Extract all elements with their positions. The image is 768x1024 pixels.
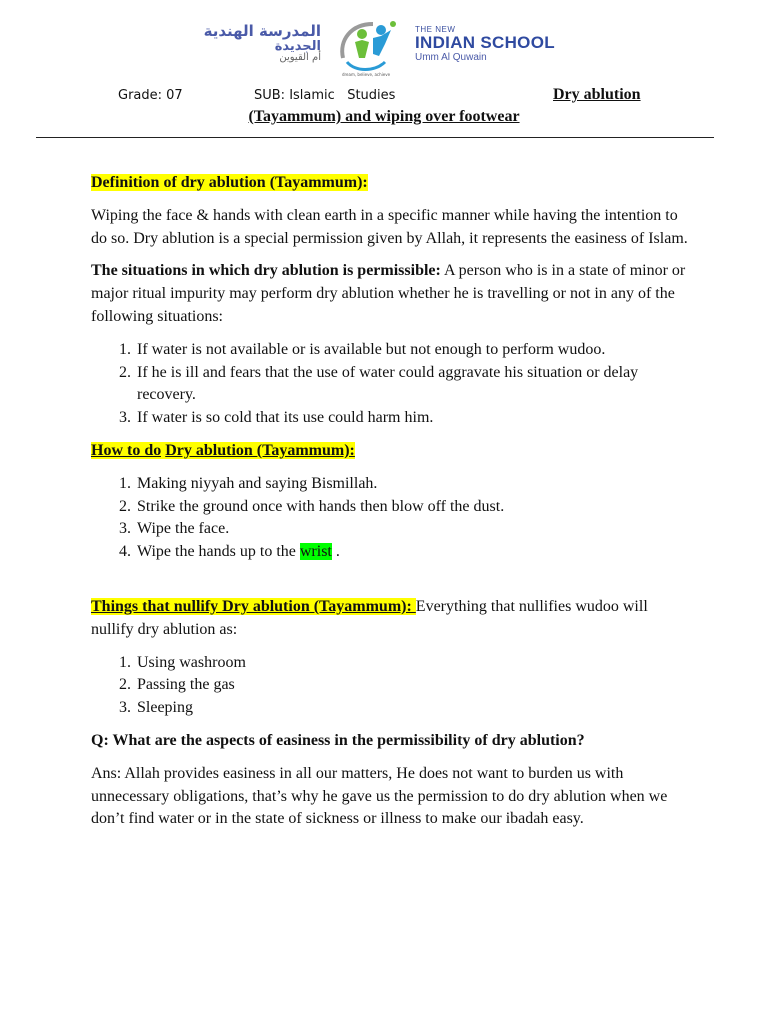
list-item: 3. Sleeping [135, 697, 691, 720]
school-name-block [415, 25, 555, 63]
list-item: 2. Strike the ground once with hands then blow off the dust. [135, 496, 691, 519]
spacer [91, 574, 691, 596]
nullify-paragraph [91, 596, 691, 642]
situations-list [91, 339, 691, 430]
wrist-step-suffix: . [331, 543, 340, 561]
list-item [135, 541, 691, 564]
list-item: 1. Using washroom [135, 652, 691, 675]
question-text: Q: What are the aspects of easiness in the permissibility of dry ablution? [91, 731, 585, 749]
logo-tagline: dream, believe, achieve [341, 72, 391, 77]
school-name: INDIAN SCHOOL [415, 33, 555, 52]
wrist-highlight: wrist [299, 543, 332, 561]
how-to-list [91, 473, 691, 564]
how-to-heading-a: How to do [91, 441, 162, 459]
how-to-heading [91, 440, 691, 463]
worksheet-body [91, 172, 691, 841]
school-emblem-icon [329, 18, 409, 76]
definition-text: Wiping the face & hands with clean earth in a specific manner while having the intention to do so. Dry ablution is a special permission given by Allah, it represents the easiness of Islam. [91, 206, 688, 247]
list-item: 3. Wipe the face. [135, 518, 691, 541]
header-divider [36, 137, 714, 138]
list-item: 1. If water is not available or is available but not enough to perform wudoo. [135, 339, 691, 362]
school-location: Umm Al Quwain [415, 52, 487, 63]
list-item: 2. Passing the gas [135, 674, 691, 697]
school-logo [185, 18, 585, 82]
arabic-line-2: الجديدة [274, 38, 321, 54]
list-item: 2. If he is ill and fears that the use of water could aggravate his situation or delay recovery. [135, 362, 691, 408]
definition-heading-text: Definition of dry ablution (Tayammum): [91, 174, 368, 191]
nullify-text: Everything that nullifies wudoo will nullify dry ablution as: [91, 597, 648, 638]
how-to-heading-b: Dry ablution (Tayammum): [165, 441, 355, 459]
arabic-line-1: المدرسة الهندية [203, 22, 321, 40]
subject-label: SUB: Islamic Studies [254, 88, 396, 103]
grade-label: Grade: 07 [118, 88, 183, 103]
topic-title-line-1: Dry ablution [553, 86, 641, 103]
topic-title-line-2 [0, 108, 768, 126]
list-item: 1. Making niyyah and saying Bismillah. [135, 473, 691, 496]
wrist-step-prefix: Wipe the hands up to the [137, 543, 300, 561]
situations-text: A person who is in a state of minor or major ritual impurity may perform dry ablution whether he is travelling or not in any of the following situations: [91, 262, 686, 325]
question [91, 730, 691, 753]
situations-lead: The situations in which dry ablution is permissible: [91, 262, 441, 280]
topic-title-line-2-text: (Tayammum) and wiping over footwear [248, 108, 520, 125]
answer-text: Ans: Allah provides easiness in all our matters, He does not want to burden us with unnecessary obligations, that’s why he gave us the permission to do dry ablution when we don’t find water or in the state of sickness or illness to make our ibadah easy. [91, 764, 668, 828]
situations-paragraph [91, 260, 691, 328]
definition-heading [91, 172, 691, 195]
list-item: 3. If water is so cold that its use could harm him. [135, 407, 691, 430]
arabic-school-name [185, 24, 321, 64]
school-name-small: THE NEW [415, 25, 456, 34]
nullify-heading: Things that nullify Dry ablution (Tayammum): [91, 597, 416, 615]
nullify-list [91, 652, 691, 720]
arabic-line-3: أم القيوين [279, 52, 321, 64]
